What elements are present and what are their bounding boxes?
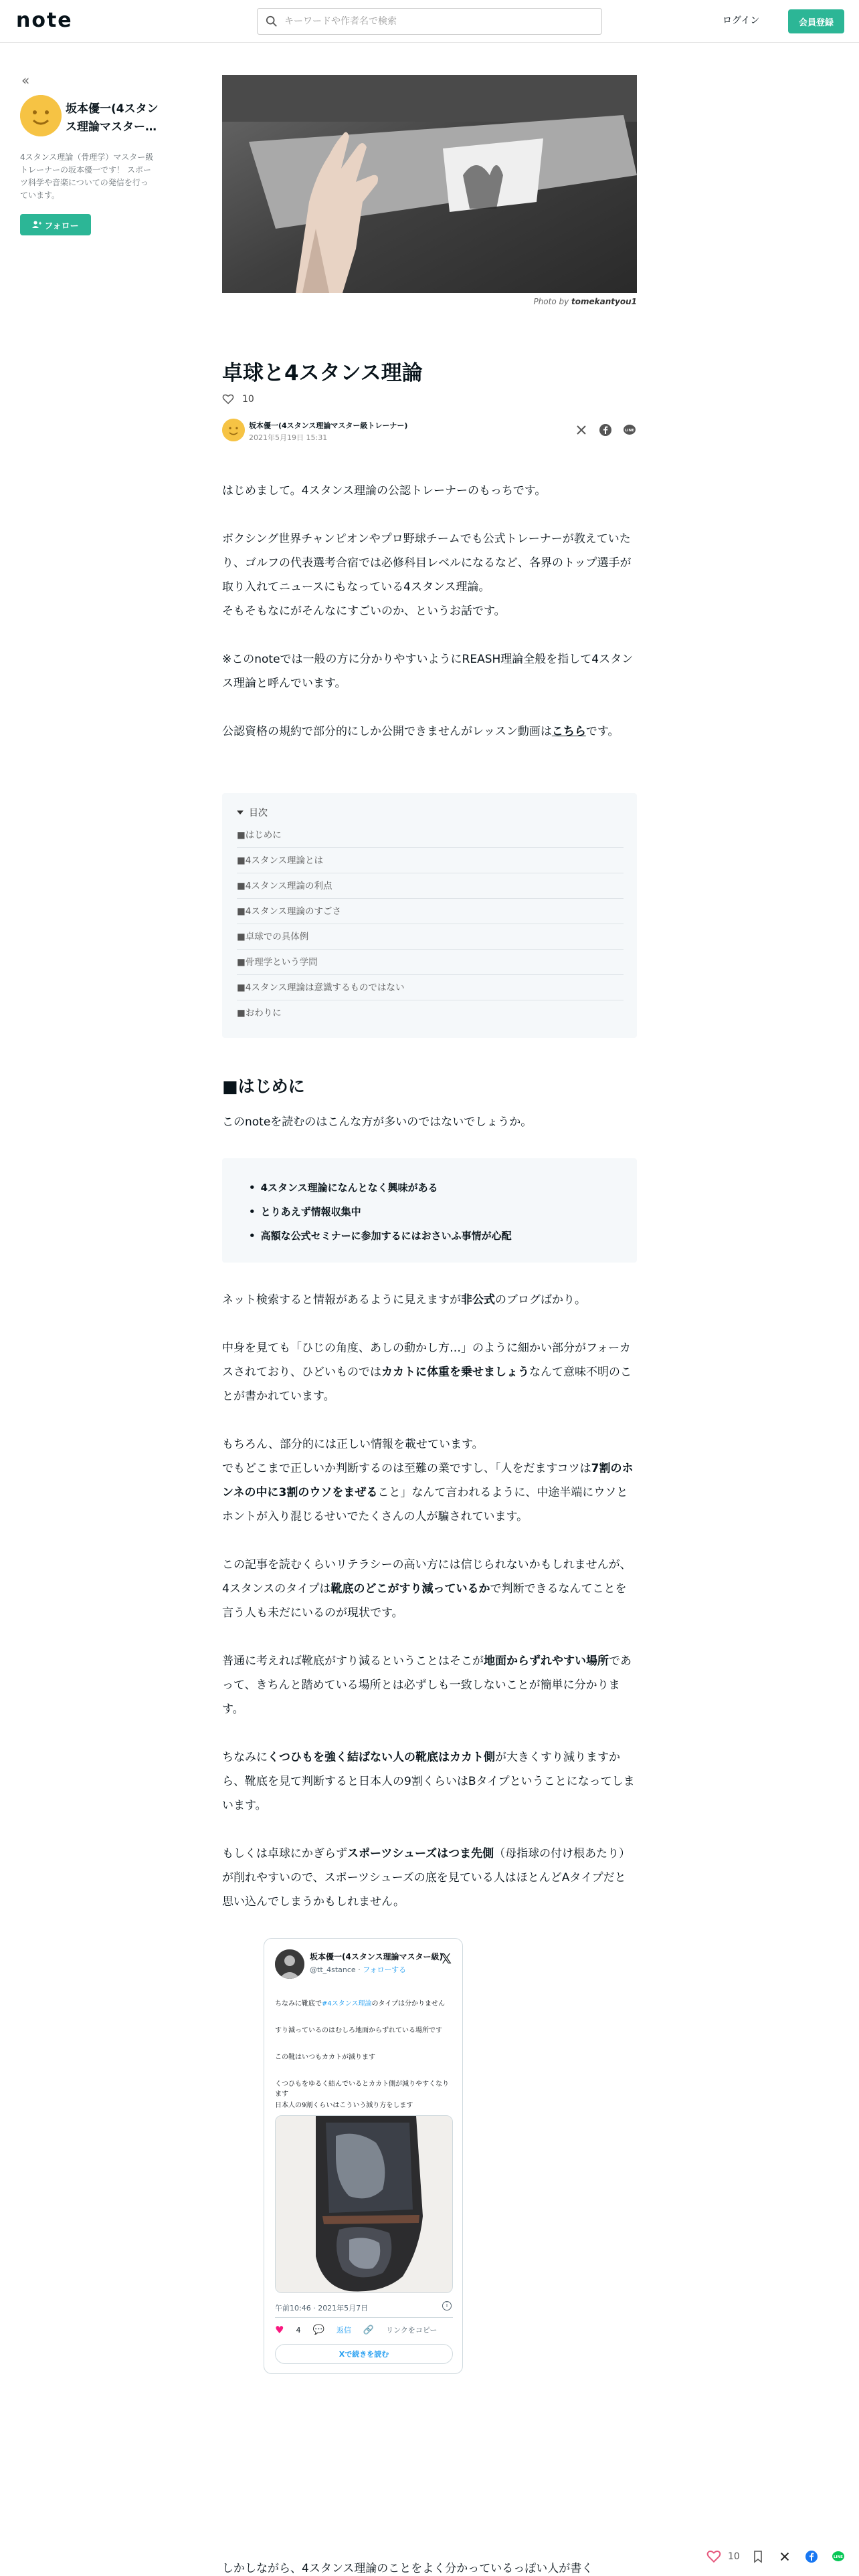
toc-item[interactable]: ■はじめに (237, 823, 624, 848)
tweet-reply-icon[interactable]: 💬 (312, 2325, 324, 2335)
triangle-down-icon (237, 811, 244, 815)
heart-icon[interactable] (222, 393, 234, 405)
signup-button[interactable]: 会員登録 (788, 9, 844, 33)
author-avatar[interactable] (20, 95, 62, 136)
follow-label: フォロー (44, 221, 79, 231)
photo-credit-author[interactable]: tomekantyou1 (571, 297, 637, 306)
svg-text:LINE: LINE (625, 429, 634, 433)
note-logo[interactable]: note (16, 9, 73, 32)
tweet-text-line: この靴はいつもカカトが減ります (275, 2054, 375, 2061)
paragraph-2: ボクシング世界チャンピオンやプロ野球チームでも公式トレーナーが教えていたり、ゴルフの代表選考合宿では必修科目レベルになるなど、各界のトップ選手が取り入れてニュースにもなっている4スタンス理論。 そもそもなにがそんなにすごいのか、というお話です。 (222, 532, 632, 618)
search-icon (266, 15, 278, 27)
tweet-text-line: すり減っているのはむしろ地面からずれている場所です (275, 2027, 442, 2034)
paragraph-6: ネット検索すると情報があるように見えますが非公式のブログばかり。 (222, 1293, 586, 1307)
table-of-contents (222, 793, 637, 1038)
article-title: 卓球と4スタンス理論 (222, 361, 423, 385)
tweet-read-more-button[interactable]: Xで続きを読む (275, 2344, 453, 2364)
paragraph-11: ちなみにくつひもを強く結ばない人の靴底はカカト側が大きくすり減りますから、靴底を見て判断すると日本人の9割くらいはBタイプということになってしまいます。 (222, 1751, 635, 1812)
tweet-reply-label[interactable]: 返信 (336, 2326, 351, 2335)
tweet-actions (275, 2324, 437, 2336)
site-header (0, 0, 859, 43)
tweet-handle: @tt_4stance · フォローする (310, 1965, 407, 1974)
author-name[interactable]: 坂本優一(4スタンス理論マスター… (66, 102, 159, 134)
paragraph-8: もちろん、部分的には正しい情報を載せています。 でもどこまで正しいか判断するのは至難の業ですし、「人をだますコツは7割のホンネの中に3割のウソをまぜること」なんて言われるように、中途半端にウソとホントが入り混じるせいでたくさんの人が騙されています。 (222, 1438, 634, 1523)
bookmark-icon[interactable] (751, 2549, 765, 2564)
like-count: 10 (242, 394, 254, 405)
bullet-box (222, 1158, 637, 1263)
video-link[interactable]: こちら (551, 725, 586, 738)
follow-button[interactable] (20, 214, 91, 235)
tweet-follow-link[interactable]: フォローする (363, 1965, 407, 1974)
bullet-item: • 高額な公式セミナーに参加するにはおさいふ事情が心配 (249, 1224, 610, 1248)
tweet-timestamp[interactable]: 午前10:46 · 2021年5月7日 (275, 2304, 369, 2313)
toc-item[interactable]: ■骨理学という学問 (237, 950, 624, 975)
tweet-text-line: くつひもをゆるく結んでいるとカカト側が減りやすくなります (275, 2080, 449, 2098)
tweet-copy-link-icon[interactable]: 🔗 (363, 2325, 375, 2335)
paragraph-continuation: しかしながら、4スタンス理論のことをよく分かっているっぽい人が書く (222, 2562, 593, 2575)
paragraph-3: ※このnoteでは一般の方に分かりやすいようにREASH理論全般を指して4スタンス理論と呼んでいます。 (222, 653, 634, 690)
tweet-text-line: 日本人の9割くらいはこういう減り方をします (275, 2102, 413, 2109)
tweet-like-count: 4 (296, 2325, 301, 2335)
info-icon[interactable]: i (442, 2301, 452, 2311)
paragraph-intro: はじめまして。4スタンス理論の公認トレーナーのもっちです。 (222, 484, 547, 498)
toc-toggle[interactable] (237, 802, 624, 823)
byline-avatar[interactable] (222, 419, 245, 441)
section-heading: ■はじめに (222, 1077, 305, 1096)
toc-item[interactable]: ■おわりに (237, 1008, 282, 1018)
facebook-share-icon[interactable] (804, 2549, 819, 2564)
toc-item[interactable]: ■4スタンス理論とは (237, 848, 624, 873)
author-bio: 4スタンス理論（骨理学）マスター級トレーナーの坂本優一です！ スポーツ科学や音楽についての発信を行っています。 (20, 152, 154, 200)
collapse-sidebar-icon[interactable]: « (21, 72, 30, 88)
x-logo-icon[interactable]: 𝕏 (440, 1951, 452, 1967)
hero-image (222, 75, 637, 293)
paragraph-12: もしくは卓球にかぎらずスポーツシューズはつま先側（母指球の付け根あたり）が削れやすいので、スポーツシューズの底を見ている人はほとんどAタイプだと思い込んでしまうかもしれません。 (222, 1847, 631, 1909)
heart-icon[interactable] (706, 2549, 721, 2564)
x-share-icon[interactable] (574, 423, 589, 437)
tweet-author-name[interactable]: 坂本優一(4スタンス理論マスター級) (310, 1952, 443, 1961)
paragraph-9: この記事を読むくらいリテラシーの高い方には信じられないかもしれませんが、4スタンスのタイプは靴底のどこがすり減っているかで判断できるなんてことを言う人も未だにいるのが現状です。 (222, 1558, 632, 1620)
line-share-icon[interactable] (622, 423, 637, 437)
search-input[interactable] (284, 16, 592, 27)
floating-like-button[interactable] (706, 2549, 740, 2564)
embedded-tweet[interactable] (264, 1938, 463, 2374)
toc-item[interactable]: ■4スタンス理論の利点 (237, 873, 624, 899)
search-box[interactable] (257, 8, 602, 35)
tweet-like-icon[interactable]: ♥ (275, 2324, 284, 2336)
photo-credit: Photo by tomekantyou1 (533, 297, 637, 306)
login-link[interactable]: ログイン (723, 15, 760, 26)
tweet-image[interactable] (275, 2115, 453, 2293)
byline-name[interactable]: 坂本優一(4スタンス理論マスター級トレーナー) (249, 421, 408, 430)
facebook-share-icon[interactable] (598, 423, 613, 437)
tweet-avatar[interactable] (275, 1949, 304, 1979)
toc-item[interactable]: ■4スタンス理論は意識するものではない (237, 975, 624, 1000)
paragraph-7: 中身を見ても「ひじの角度、あしの動かし方…」のように細かい部分がフォーカスされており、ひどいものではカカトに体重を乗せましょうなんて意味不明のことが書かれています。 (222, 1341, 632, 1403)
toc-item[interactable]: ■4スタンス理論のすごさ (237, 899, 624, 924)
bullet-item: • 4スタンス理論になんとなく興味がある (249, 1176, 610, 1200)
line-share-icon[interactable] (831, 2549, 846, 2564)
toc-title: 目次 (249, 808, 268, 819)
paragraph-5: このnoteを読むのはこんな方が多いのではないでしょうか。 (222, 1115, 533, 1129)
share-buttons (574, 423, 637, 437)
svg-text:LINE: LINE (834, 2555, 843, 2559)
like-row[interactable] (222, 393, 254, 405)
tweet-text-line: ちなみに靴底で#4スタンス理論のタイプは分かりません (275, 2000, 445, 2008)
toc-item[interactable]: ■卓球での具体例 (237, 924, 624, 950)
byline-date: 2021年5月19日 15:31 (249, 433, 328, 442)
bullet-item: • とりあえず情報収集中 (249, 1200, 610, 1224)
tweet-divider (275, 2317, 453, 2318)
paragraph-4: 公認資格の規約で部分的にしか公開できませんがレッスン動画はこちらです。 (222, 725, 619, 738)
paragraph-10: 普通に考えれば靴底がすり減るということはそこが地面からずれやすい場所であって、きちんと踏めている場所とは必ずしも一致しないことが簡単に分かります。 (222, 1654, 632, 1716)
x-share-icon[interactable] (777, 2549, 792, 2564)
floating-like-count: 10 (728, 2551, 740, 2562)
tweet-copy-link-label[interactable]: リンクをコピー (386, 2326, 438, 2335)
add-user-icon (32, 221, 41, 229)
hashtag-link[interactable]: #4スタンス理論 (322, 2000, 372, 2008)
floating-share-buttons (751, 2549, 846, 2564)
byline (222, 419, 637, 445)
